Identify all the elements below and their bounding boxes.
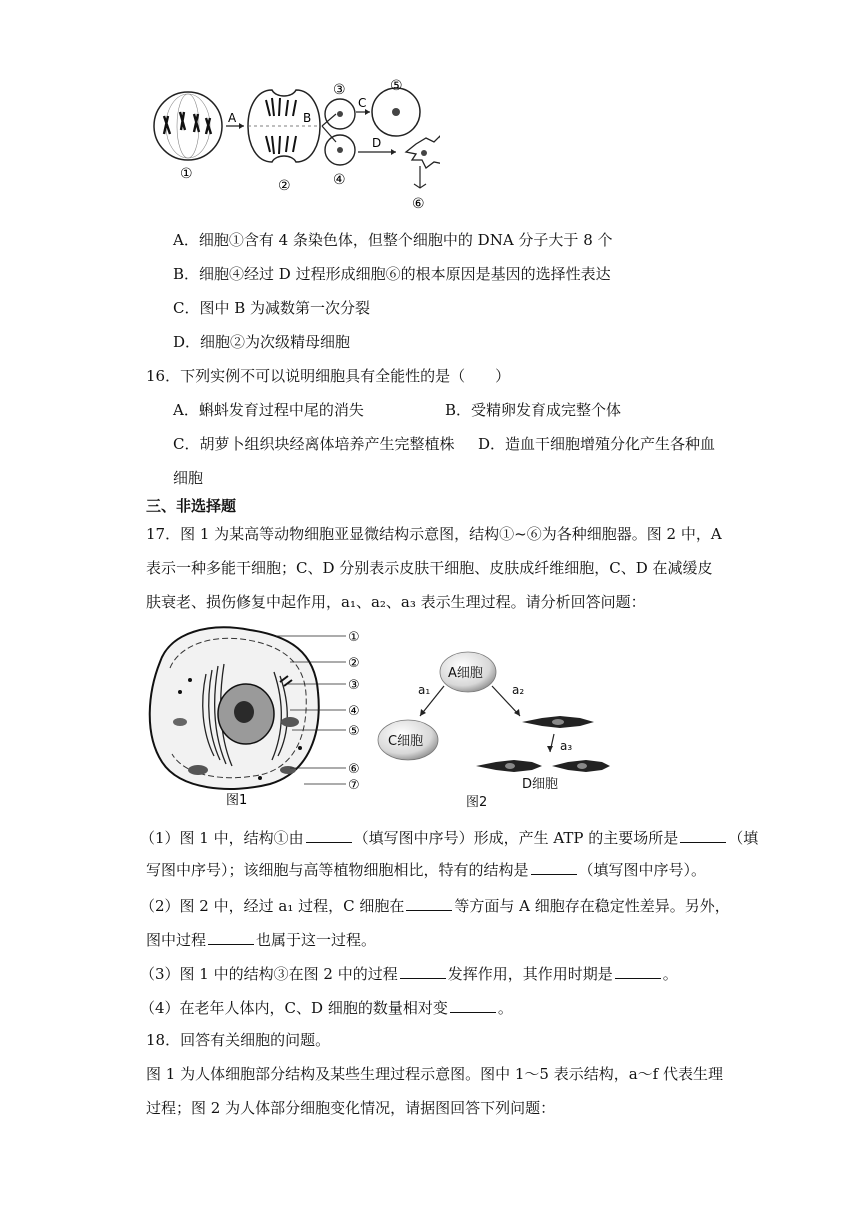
q17-part4: （4）在老年人体内，C、D 细胞的数量相对变 。: [140, 999, 513, 1017]
fig2-d-cell: D细胞: [522, 777, 559, 792]
cell-4-label: ④: [333, 172, 346, 188]
fig2-a1: a₁: [418, 683, 431, 697]
q15-option-d: D．细胞②为次级精母细胞: [173, 333, 351, 351]
answer-blank[interactable]: [531, 860, 577, 875]
q16-option-b: B．受精卵发育成完整个体: [445, 401, 622, 419]
q17-line-1: 17．图 1 为某高等动物细胞亚显微结构示意图，结构①~⑥为各种细胞器。图 2 中，A: [146, 525, 722, 543]
fig1-label-7: ⑦: [348, 778, 360, 793]
answer-blank[interactable]: [450, 998, 496, 1013]
q17-part2-line2: 图中过程 也属于这一过程。: [146, 931, 377, 949]
cell-2-label: ②: [278, 178, 291, 194]
fig2-c-cell: C细胞: [388, 734, 424, 749]
arrow-d-label: D: [372, 136, 382, 150]
q15-option-a: A．细胞①含有 4 条染色体，但整个细胞中的 DNA 分子大于 8 个: [173, 231, 613, 249]
q17-part1-line2: 写图中序号）；该细胞与高等植物细胞相比，特有的结构是 （填写图中序号）。: [146, 861, 707, 879]
fig2-a-cell: A细胞: [448, 666, 483, 681]
fig2-a3: a₃: [560, 739, 573, 753]
q17-line-2: 表示一种多能干细胞；C、D 分别表示皮肤干细胞、皮肤成纤维细胞，C、D 在减缓皮: [146, 559, 713, 577]
fig2-caption: 图2: [466, 795, 488, 810]
arrow-a-label: A: [228, 111, 237, 125]
answer-blank[interactable]: [406, 896, 452, 911]
cell-6-label: ⑥: [412, 196, 425, 210]
arrow-c-label: C: [358, 96, 367, 110]
animal-cell-figure: [140, 622, 370, 810]
q18-line-3: 过程；图 2 为人体部分细胞变化情况，请据图回答下列问题：: [146, 1099, 556, 1117]
answer-blank[interactable]: [306, 828, 352, 843]
stem-cell-figure: [372, 646, 612, 810]
fig1-caption: 图1: [226, 793, 248, 808]
cell-3-label: ③: [333, 82, 346, 98]
answer-blank[interactable]: [400, 964, 446, 979]
q15-option-c: C．图中 B 为减数第一次分裂: [173, 299, 371, 317]
cell-1-label: ①: [180, 166, 193, 182]
arrow-b-label: B: [303, 111, 312, 125]
q15-option-b: B．细胞④经过 D 过程形成细胞⑥的根本原因是基因的选择性表达: [173, 265, 611, 283]
fig1-label-2: ②: [348, 656, 360, 671]
q17-part1-line1: （1）图 1 中，结构①由 （填写图中序号）形成，产生 ATP 的主要场所是 （填: [140, 829, 759, 847]
q16-option-d: D．造血干细胞增殖分化产生各种血: [478, 435, 716, 453]
q16-option-a: A．蝌蚪发育过程中尾的消失: [173, 401, 364, 419]
fig1-label-6: ⑥: [348, 762, 360, 777]
q17-line-3: 肤衰老、损伤修复中起作用，a₁、a₂、a₃ 表示生理过程。请分析回答问题：: [146, 593, 646, 611]
meiosis-figure: [140, 76, 440, 210]
fig1-label-5: ⑤: [348, 724, 360, 739]
q18-line-2: 图 1 为人体细胞部分结构及某些生理过程示意图。图中 1～5 表示结构，a～f 代表生理: [146, 1065, 723, 1083]
section-heading: 三、非选择题: [146, 497, 237, 515]
fig1-label-1: ①: [348, 630, 360, 645]
answer-blank[interactable]: [615, 964, 661, 979]
q17-part3: （3）图 1 中的结构③在图 2 中的过程 发挥作用，其作用时期是 。: [140, 965, 678, 983]
q16-option-d-cont: 细胞: [173, 469, 204, 487]
q16-stem: 16．下列实例不可以说明细胞具有全能性的是（ ）: [146, 367, 511, 385]
answer-blank[interactable]: [208, 930, 254, 945]
q16-option-c: C．胡萝卜组织块经离体培养产生完整植株: [173, 435, 455, 453]
cell-5-label: ⑤: [390, 78, 403, 94]
q17-part2-line1: （2）图 2 中，经过 a₁ 过程，C 细胞在 等方面与 A 细胞存在稳定性差异。另外，: [140, 897, 730, 915]
answer-blank[interactable]: [680, 828, 726, 843]
fig1-label-3: ③: [348, 678, 360, 693]
q18-line-1: 18．回答有关细胞的问题。: [146, 1031, 331, 1049]
fig2-a2: a₂: [512, 683, 525, 697]
fig1-label-4: ④: [348, 704, 360, 719]
